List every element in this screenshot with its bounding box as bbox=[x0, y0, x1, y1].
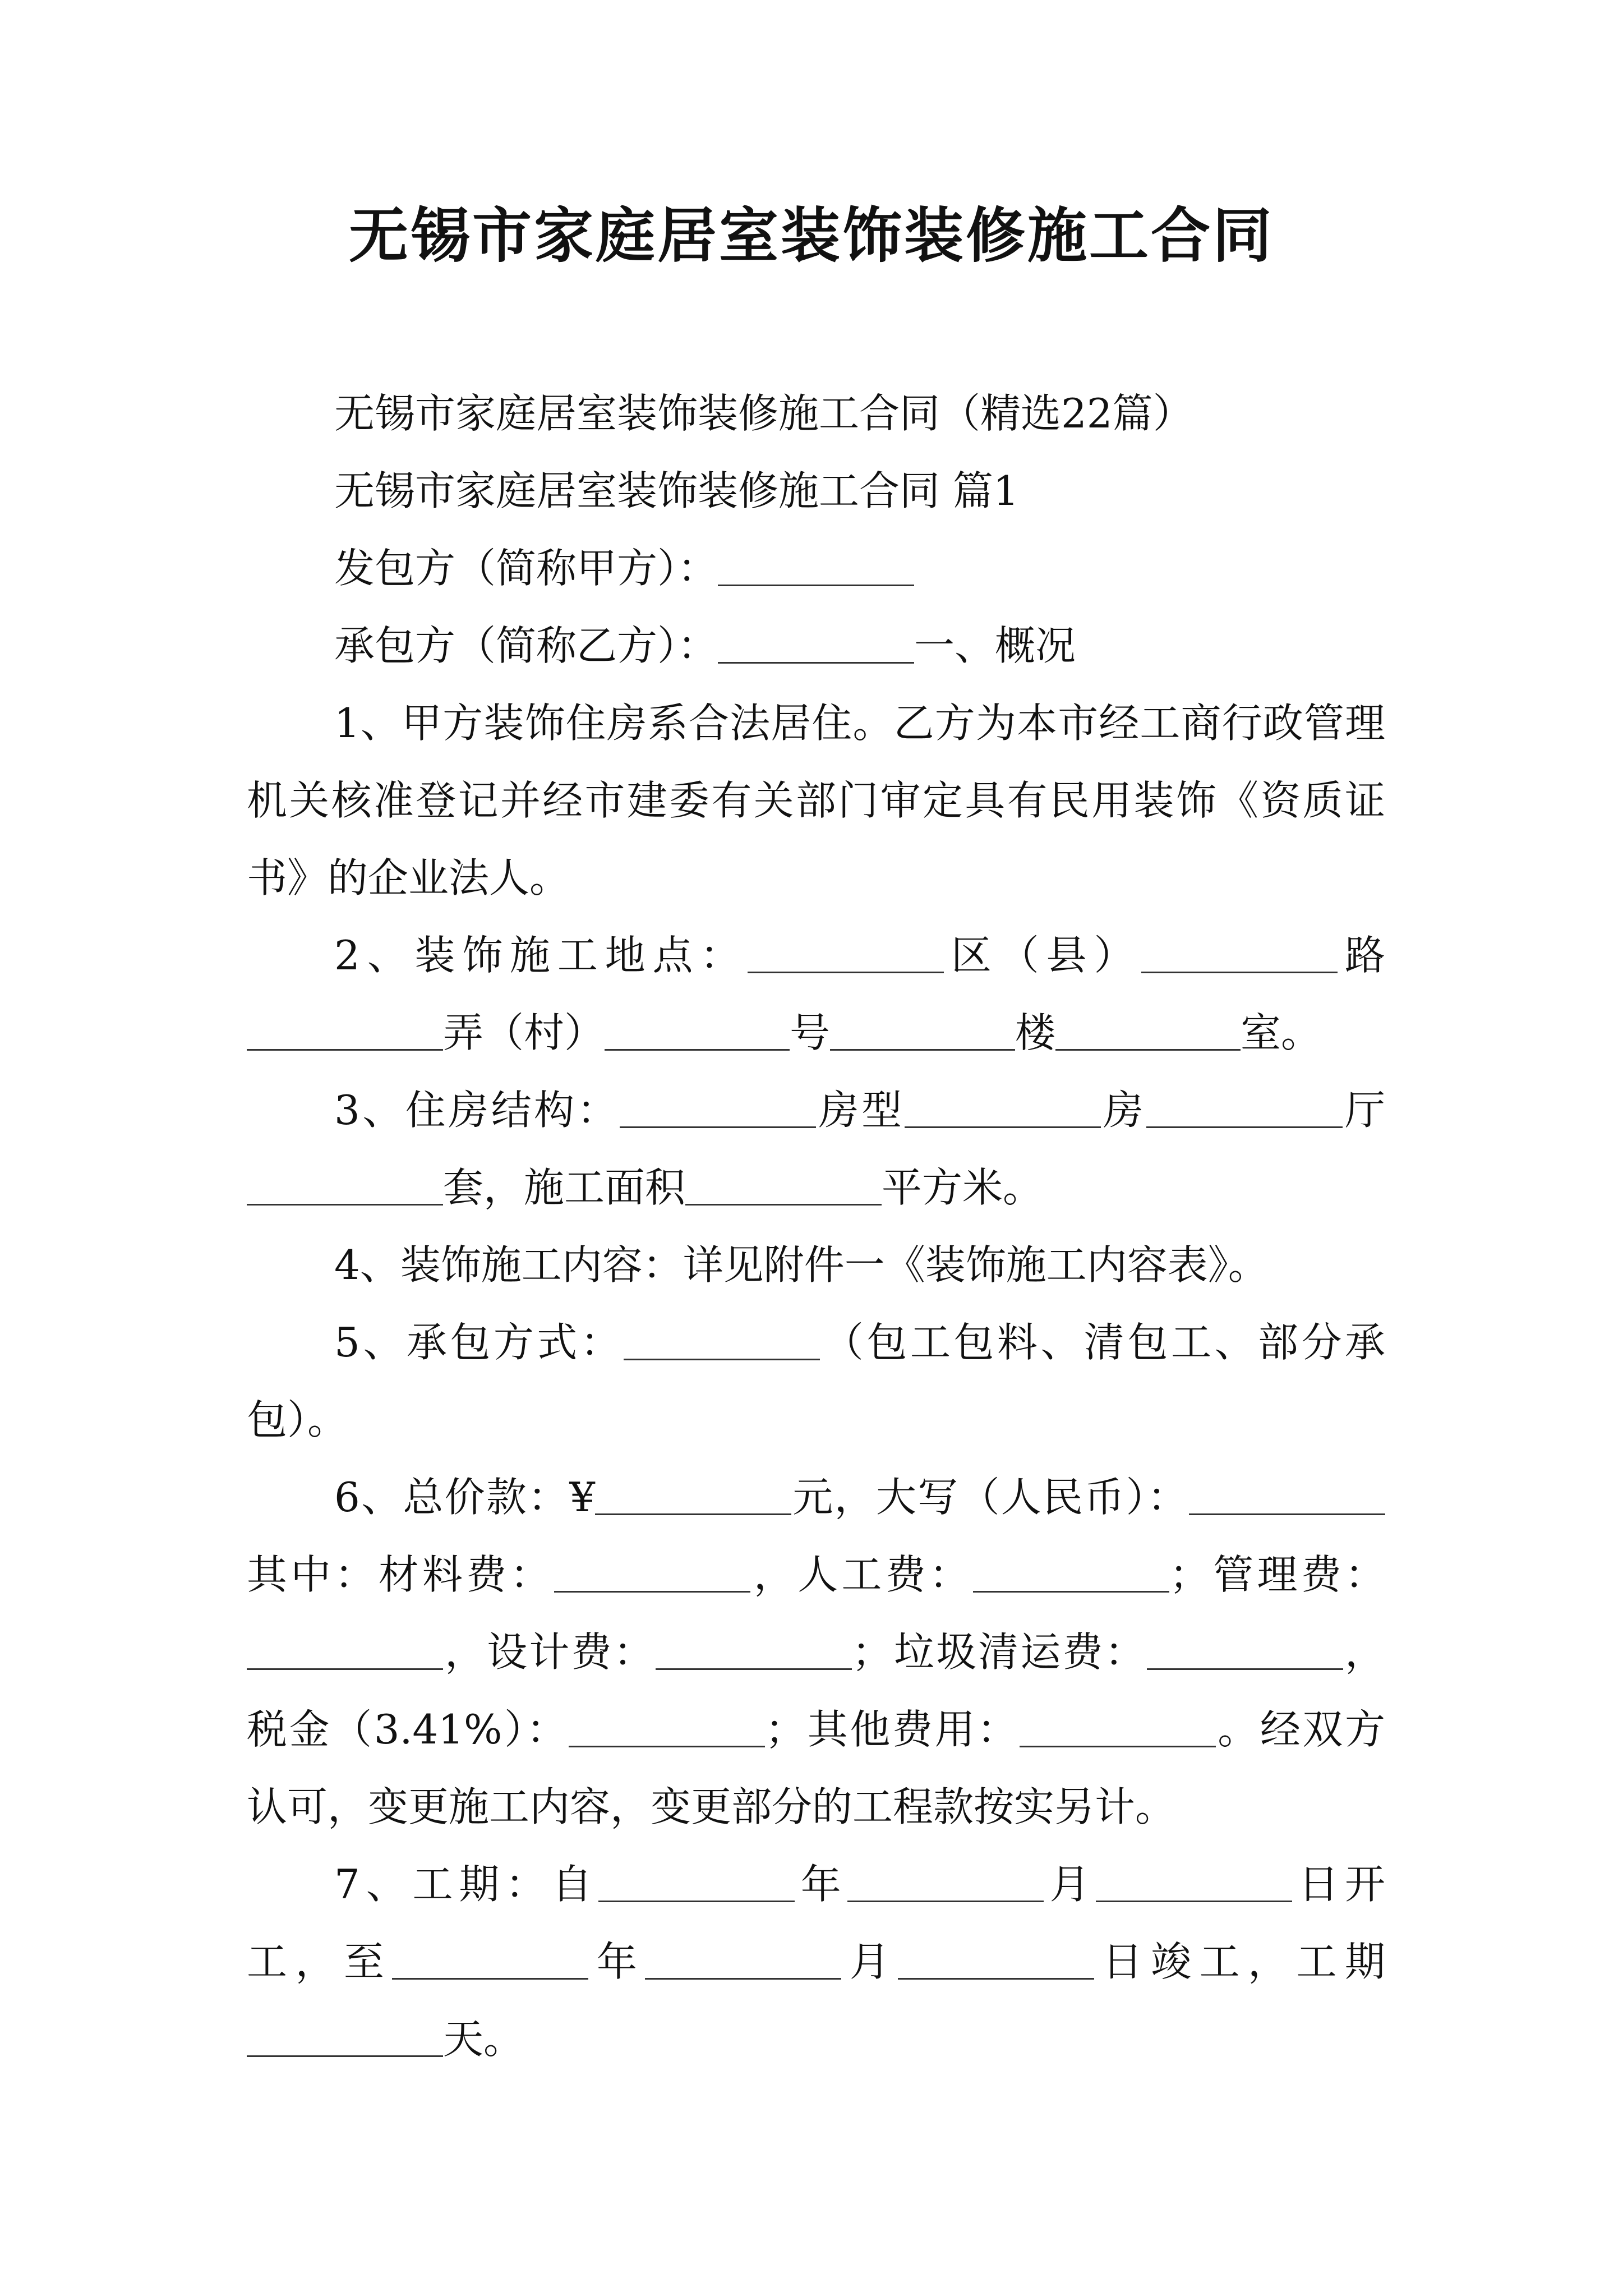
clause-1: 1、甲方装饰住房系合法居住。乙方为本市经工商行政管理机关核准登记并经市建委有关部门审定具有民用装饰《资质证书》的企业法人。 bbox=[247, 700, 1385, 901]
clause-2: 2、装饰施工地点： 区（县） 路弄（村） 号 楼 室。 bbox=[247, 917, 1385, 1071]
section-heading: 无锡市家庭居室装饰装修施工合同 篇1 bbox=[334, 467, 1019, 514]
fill-blank[interactable] bbox=[718, 548, 914, 586]
fill-blank[interactable] bbox=[905, 1090, 1101, 1128]
fill-blank[interactable] bbox=[595, 1477, 791, 1515]
fill-blank[interactable] bbox=[620, 1090, 816, 1128]
document-title: 无锡市家庭居室装饰装修施工合同 bbox=[349, 200, 1274, 270]
clause-7: 7、工期：自 年 月 日开工，至 年 月 日竣工，工期天。 bbox=[247, 1861, 1385, 2063]
clause-6: 6、总价款：¥ 元，大写（人民币）：其中：材料费： ，人工费： ；管理费：，设计费： ；垃圾清运费： ，税金（3.41%）： ；其他费用： 。经双方认可，变更施工内容，变更部分的工程款按实另计。 bbox=[247, 1474, 1385, 1830]
clause-4: 4、装饰施工内容：详见附件一《装饰施工内容表》。 bbox=[334, 1241, 1269, 1289]
fill-blank[interactable] bbox=[1055, 1013, 1241, 1051]
document-body bbox=[247, 375, 1385, 2078]
fill-blank[interactable] bbox=[1146, 1090, 1343, 1128]
fill-blank[interactable] bbox=[554, 1554, 750, 1593]
fill-blank[interactable] bbox=[247, 1632, 443, 1670]
fill-blank[interactable] bbox=[392, 1941, 588, 1980]
clause-3: 3、住房结构： 房型 房 厅套，施工面积 平方米。 bbox=[247, 1071, 1385, 1226]
overview-heading: 一、概况 bbox=[914, 622, 1076, 669]
fill-blank[interactable] bbox=[718, 625, 914, 664]
fill-blank[interactable] bbox=[656, 1632, 852, 1670]
fill-blank[interactable] bbox=[973, 1554, 1169, 1593]
fill-blank[interactable] bbox=[1147, 1632, 1343, 1670]
party-b-line: 承包方（简称乙方）： 一、概况 bbox=[334, 622, 1076, 669]
fill-blank[interactable] bbox=[247, 1013, 443, 1051]
fill-blank[interactable] bbox=[1141, 935, 1338, 973]
fill-blank[interactable] bbox=[624, 1322, 820, 1360]
fill-blank[interactable] bbox=[1096, 1864, 1292, 1902]
fill-blank[interactable] bbox=[830, 1013, 1015, 1051]
fill-blank[interactable] bbox=[1020, 1709, 1216, 1747]
fill-blank[interactable] bbox=[748, 935, 944, 973]
fill-blank[interactable] bbox=[1189, 1477, 1385, 1515]
fill-blank[interactable] bbox=[605, 1013, 790, 1051]
fill-blank[interactable] bbox=[247, 1167, 443, 1205]
fill-blank[interactable] bbox=[847, 1864, 1044, 1902]
fill-blank[interactable] bbox=[685, 1167, 882, 1205]
fill-blank[interactable] bbox=[645, 1941, 841, 1980]
subtitle-line: 无锡市家庭居室装饰装修施工合同（精选22篇） bbox=[334, 390, 1193, 437]
fill-blank[interactable] bbox=[247, 2019, 443, 2057]
fill-blank[interactable] bbox=[898, 1941, 1094, 1980]
fill-blank[interactable] bbox=[598, 1864, 795, 1902]
clause-5: 5、承包方式： （包工包料、清包工、部分承包）。 bbox=[247, 1319, 1385, 1443]
fill-blank[interactable] bbox=[569, 1709, 765, 1747]
party-a-line: 发包方（简称甲方）： bbox=[247, 530, 1385, 607]
